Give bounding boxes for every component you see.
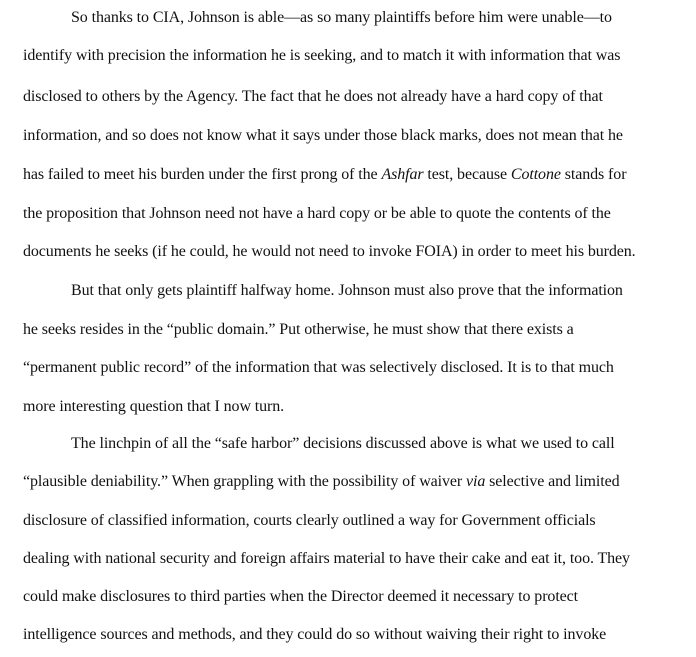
paragraph-1-line-4: information, and so does not know what it says under those black marks, does not mean that he <box>23 127 623 144</box>
paragraph-1-line-5: has failed to meet his burden under the first prong of the Ashfar test, because Cottone stands for <box>23 166 627 183</box>
paragraph-2-line-4: more interesting question that I now turn. <box>23 398 285 415</box>
paragraph-2-line-2: he seeks resides in the “public domain.” Put otherwise, he must show that there exists a <box>23 321 574 338</box>
paragraph-3-line-5: could make disclosures to third parties when the Director deemed it necessary to protect <box>23 588 579 605</box>
case-name-cottone: Cottone <box>510 166 561 183</box>
paragraph-3-line-1: The linchpin of all the “safe harbor” decisions discussed above is what we used to call <box>71 435 615 452</box>
paragraph-3-line-4: dealing with national security and foreign affairs material to have their cake and eat it, too. They <box>23 550 630 567</box>
paragraph-3-line-2: “plausible deniability.” When grappling with the possibility of waiver via selective and limited <box>23 473 620 490</box>
paragraph-3-line-3: disclosure of classified information, courts clearly outlined a way for Government officials <box>23 512 596 529</box>
paragraph-1-line-7: documents he seeks (if he could, he would not need to invoke FOIA) in order to meet his burden. <box>23 243 636 260</box>
paragraph-1-line-2: identify with precision the information he is seeking, and to match it with information that was <box>23 47 621 64</box>
paragraph-2-line-3: “permanent public record” of the information that was selectively disclosed. It is to that much <box>23 359 614 376</box>
paragraph-1-line-6: the proposition that Johnson need not have a hard copy or be able to quote the contents of the <box>23 205 611 222</box>
case-name-ashfar: Ashfar <box>381 166 424 183</box>
paragraph-3-line-6: intelligence sources and methods, and they could do so without waiving their right to invoke <box>23 626 607 643</box>
paragraph-2-line-1: But that only gets plaintiff halfway home. Johnson must also prove that the information <box>71 282 623 299</box>
latin-via: via <box>466 473 486 490</box>
paragraph-1-line-1: So thanks to CIA, Johnson is able—as so many plaintiffs before him were unable—to <box>71 9 612 26</box>
paragraph-1-line-3: disclosed to others by the Agency. The fact that he does not already have a hard copy of that <box>23 88 603 105</box>
